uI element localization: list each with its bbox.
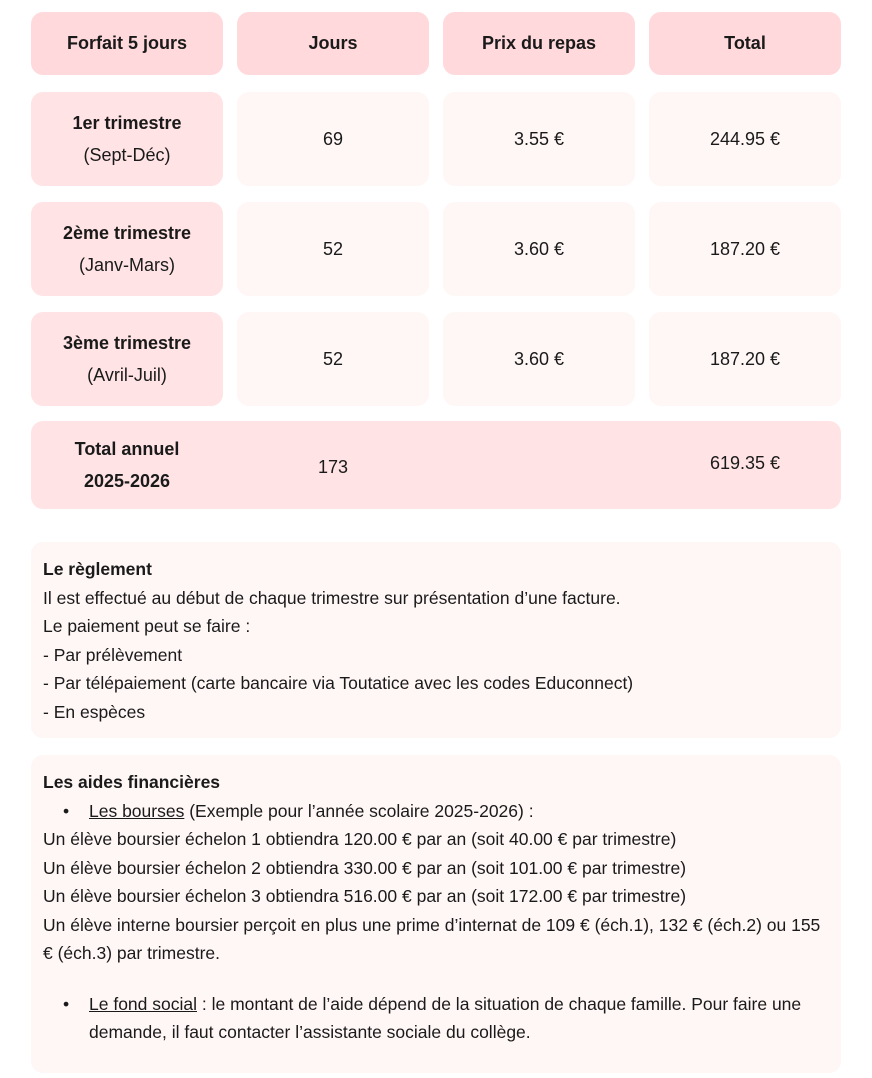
fond-social-rest: : le montant de l’aide dépend de la situation de chaque famille. Pour faire une demande, il faut contacter l’assistante sociale du collège. — [89, 993, 802, 1042]
fond-social-link[interactable]: Le fond social — [89, 993, 197, 1014]
row-label-trimestre-2 — [31, 202, 223, 296]
bourses-rest: (Exemple pour l’année scolaire 2025-2026) : — [184, 800, 534, 821]
bourses-text — [89, 797, 829, 826]
aides-line: Un élève boursier échelon 3 obtiendra 516.00 € par an (soit 172.00 € par trimestre) — [43, 886, 687, 906]
reglement-title: Le règlement — [43, 559, 152, 579]
bourses-item — [43, 797, 829, 826]
annual-total-label — [31, 421, 223, 509]
row-1-jours: 69 — [237, 92, 429, 186]
row-label-trimestre-3 — [31, 312, 223, 406]
header-total: Total — [649, 12, 841, 75]
bullet-icon: • — [63, 993, 70, 1014]
annual-total-amount: 619.35 € — [709, 452, 781, 473]
header-jours: Jours — [237, 12, 429, 75]
aides-line: Un élève boursier échelon 1 obtiendra 120.00 € par an (soit 40.00 € par trimestre) — [43, 829, 677, 849]
row-label-sub: (Sept-Déc) — [83, 145, 171, 165]
row-label-title: 2ème trimestre — [62, 223, 192, 243]
reglement-line: Il est effectué au début de chaque trimestre sur présentation d’une facture. — [43, 587, 621, 608]
row-label-trimestre-1 — [31, 92, 223, 186]
reglement-section — [31, 542, 841, 738]
row-2-total: 187.20 € — [649, 202, 841, 296]
header-forfait: Forfait 5 jours — [31, 12, 223, 75]
annual-total-label-2: 2025-2026 — [83, 471, 171, 491]
annual-total-jours: 173 — [317, 456, 349, 477]
row-label-sub: (Janv-Mars) — [78, 255, 175, 275]
aides-line: Un élève interne boursier perçoit en plus une prime d’internat de 109 € (éch.1), 132 € (éch.2) ou 155 € (éch.3) par trimestre. — [43, 914, 821, 963]
row-1-total: 244.95 € — [649, 92, 841, 186]
row-1-prix: 3.55 € — [443, 92, 635, 186]
reglement-line: - Par télépaiement (carte bancaire via Toutatice avec les codes Educonnect) — [43, 673, 634, 693]
aides-title: Les aides financières — [43, 772, 221, 792]
reglement-line: - Par prélèvement — [43, 644, 183, 665]
header-prix: Prix du repas — [443, 12, 635, 75]
row-label-sub: (Avril-Juil) — [87, 365, 167, 385]
aides-section — [31, 755, 841, 1073]
annual-total-label-1: Total annuel — [74, 439, 180, 459]
row-3-prix: 3.60 € — [443, 312, 635, 406]
row-label-title: 1er trimestre — [72, 113, 182, 133]
reglement-line: Le paiement peut se faire : — [43, 616, 251, 636]
aides-line: Un élève boursier échelon 2 obtiendra 330.00 € par an (soit 101.00 € par trimestre) — [43, 857, 687, 878]
row-2-prix: 3.60 € — [443, 202, 635, 296]
fond-social-text — [89, 990, 829, 1047]
bullet-icon: • — [63, 800, 70, 821]
reglement-line: - En espèces — [43, 701, 146, 722]
fond-social-item — [43, 990, 829, 1047]
row-3-total: 187.20 € — [649, 312, 841, 406]
row-3-jours: 52 — [237, 312, 429, 406]
row-2-jours: 52 — [237, 202, 429, 296]
bourses-link[interactable]: Les bourses — [89, 800, 185, 821]
row-label-title: 3ème trimestre — [62, 333, 192, 353]
